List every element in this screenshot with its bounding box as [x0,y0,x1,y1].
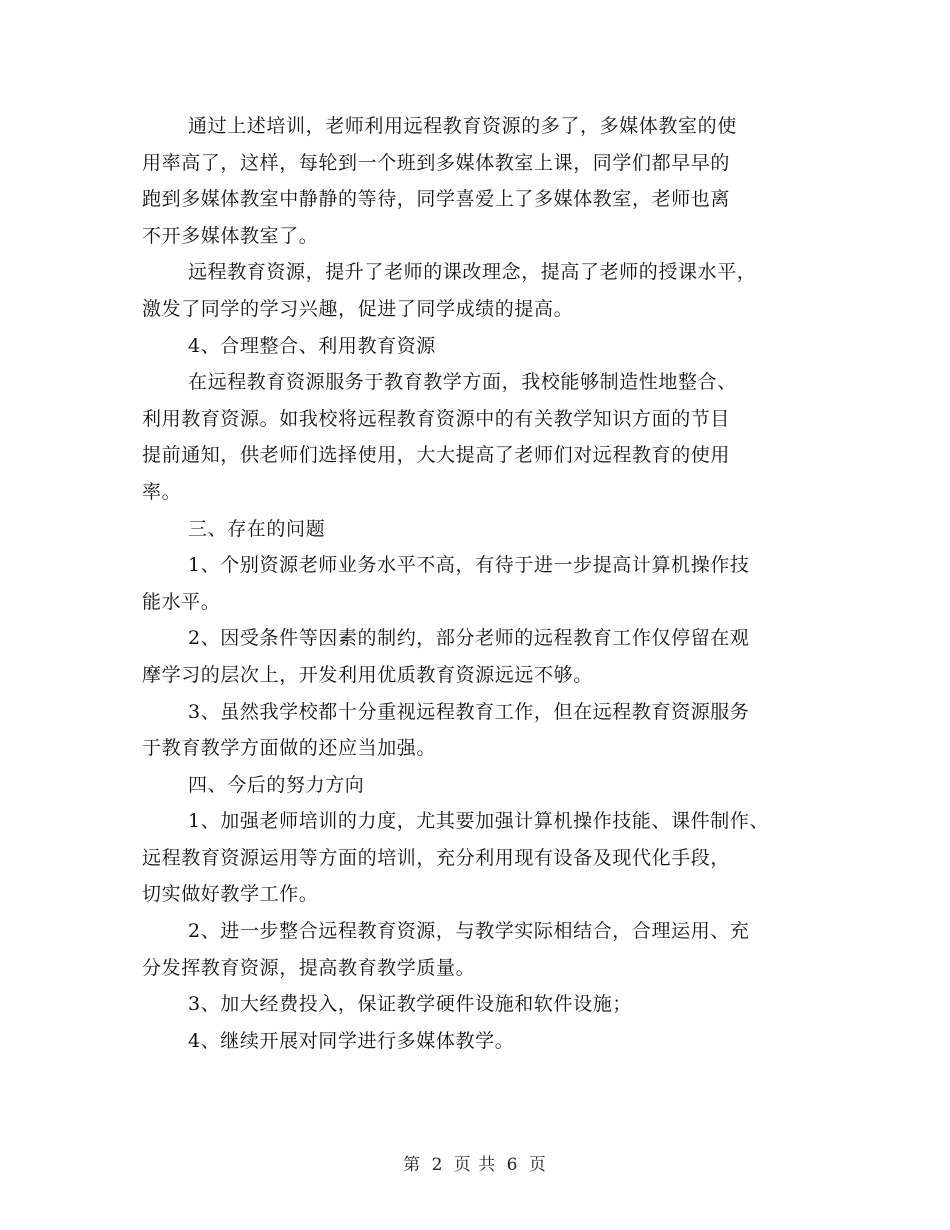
text-line: 率。 [142,480,182,503]
text-line: 不开多媒体教室了。 [142,224,319,247]
text-line: 在远程教育资源服务于教育教学方面，我校能够制造性地整合、 [188,371,737,394]
text-line: 2、因受条件等因素的制约，部分老师的远程教育工作仅停留在观 [188,627,750,650]
text-line: 于教育教学方面做的还应当加强。 [142,737,437,760]
page-footer-prefix: 第 [403,1155,422,1175]
text-line: 用率高了，这样，每轮到一个班到多媒体教室上课，同学们都早早的 [142,151,731,174]
text-line: 通过上述培训，老师利用远程教育资源的多了，多媒体教室的使 [188,115,737,137]
text-line: 3、虽然我学校都十分重视远程教育工作，但在远程教育资源服务 [188,700,750,723]
text-line: 激发了同学的学习兴趣，促进了同学成绩的提高。 [142,297,574,320]
text-line: 利用教育资源。如我校将远程教育资源中的有关教学知识方面的节目 [142,407,731,430]
page-footer-middle: 页 共 [453,1155,497,1175]
text-line: 提前通知，供老师们选择使用，大大提高了老师们对远程教育的使用 [142,444,731,467]
text-line: 远程教育资源运用等方面的培训，充分利用现有设备及现代化手段， [142,846,731,869]
text-line: 四、今后的努力方向 [188,773,365,796]
text-line: 分发挥教育资源，提高教育教学质量。 [142,956,476,979]
text-line: 能水平。 [142,590,221,613]
text-line: 1、加强老师培训的力度，尤其要加强计算机操作技能、课件制作、 [188,810,770,833]
page-number-current: 2 [431,1155,444,1175]
text-line: 远程教育资源，提升了老师的课改理念，提高了老师的授课水平， [188,261,757,284]
text-line: 切实做好教学工作。 [142,883,319,906]
text-line: 三、存在的问题 [188,517,326,540]
document-body [142,108,822,1059]
page-number-total: 6 [506,1155,519,1175]
text-line: 3、加大经费投入，保证教学硬件设施和软件设施； [188,993,632,1016]
text-line: 4、合理整合、利用教育资源 [188,334,436,357]
text-line: 1、个别资源老师业务水平不高，有待于进一步提高计算机操作技 [188,554,750,577]
page-footer-suffix: 页 [528,1155,547,1175]
text-line: 跑到多媒体教室中静静的等待，同学喜爱上了多媒体教室，老师也离 [142,188,731,211]
text-line: 2、进一步整合远程教育资源，与教学实际相结合，合理运用、充 [188,920,750,943]
page-footer [0,1150,950,1175]
text-line: 4、继续开展对同学进行多媒体教学。 [188,1029,515,1052]
text-line: 摩学习的层次上，开发利用优质教育资源远远不够。 [142,663,593,686]
